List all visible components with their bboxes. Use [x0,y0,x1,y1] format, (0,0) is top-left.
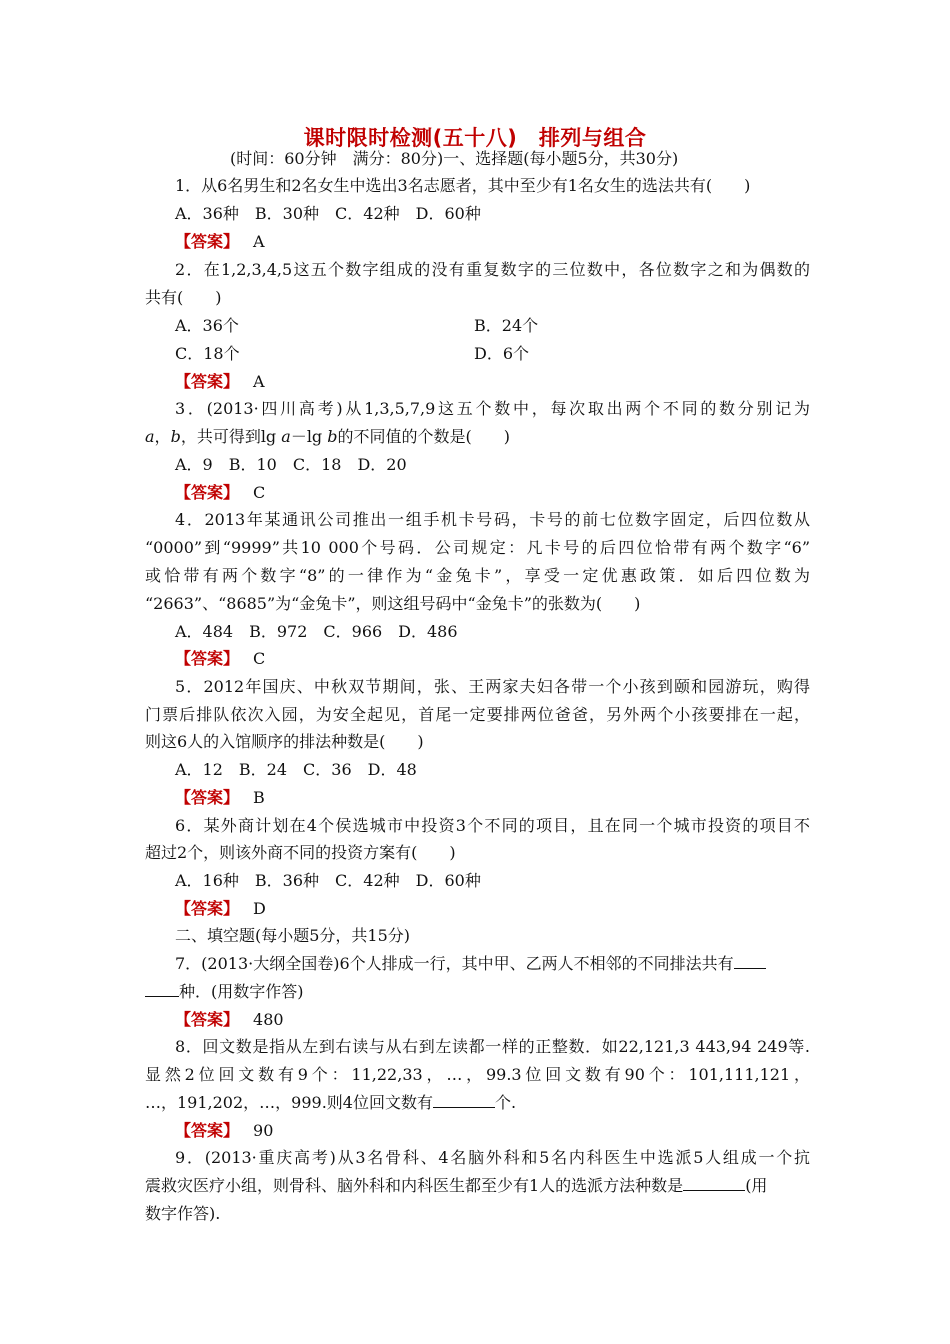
var-a: a [145,427,155,446]
answer-blank [145,982,179,997]
page-subtitle: (时间：60分钟 满分：80分)一、选择题(每小题5分，共30分) [230,149,679,168]
question-5-options: A．12 B．24 C．36 D．48 [175,760,417,779]
question-2-answer [175,371,840,393]
text-fragment: －lg [290,427,328,446]
var-a: a [281,427,291,446]
question-4-text-line-1: 4．2013年某通讯公司推出一组手机卡号码，卡号的前七位数字固定，后四位数从 [175,510,810,529]
answer-tag: 【答案】 [175,788,240,807]
answer-value: D [253,899,266,918]
question-8-text: 个. [494,1093,517,1112]
question-8-text-line-2: 显然2位回文数有9个：11,22,33，…，99.3位回文数有90个：101,111,121， [145,1065,810,1084]
question-4-text-line-2: “0000”到“9999”共10 000个号码．公司规定：凡卡号的后四位恰带有两个数字“6” [145,538,810,557]
page-title: 课时限时检测(五十八) 排列与组合 [303,126,647,150]
question-1-options: A．36种 B．30种 C．42种 D．60种 [175,204,481,223]
question-7-text-line-2 [145,981,810,1003]
question-2-option-c: C．18个 [175,344,240,363]
answer-value: 90 [253,1121,274,1140]
text-fragment: ， [154,427,171,446]
answer-value: C [253,649,266,668]
answer-value: C [253,483,266,502]
question-2-option-b: B．24个 [474,316,539,335]
question-9-text-line-2 [145,1175,810,1197]
question-4-text-line-3: 或恰带有两个数字“8”的一律作为“金兔卡”，享受一定优惠政策．如后四位数为 [145,566,810,585]
answer-tag: 【答案】 [175,1121,240,1140]
text-fragment: 的不同值的个数是( ) [337,427,511,446]
question-5-answer [175,787,840,809]
question-2-text-line-1: 2．在1,2,3,4,5这五个数字组成的没有重复数字的三位数中，各位数字之和为偶数的 [175,260,810,279]
question-8-text-line-3 [145,1092,810,1114]
question-2-option-d: D．6个 [474,344,530,363]
question-9-text: 震救灾医疗小组，则骨科、脑外科和内科医生都至少有1人的选派方法种数是 [145,1176,684,1195]
question-5-text-line-1: 5．2012年国庆、中秋双节期间，张、王两家夫妇各带一个小孩到颐和园游玩，购得 [175,677,810,696]
question-1-text: 1．从6名男生和2名女生中选出3名志愿者，其中至少有1名女生的选法共有( ) [175,176,751,195]
question-7-text-line-1 [175,953,810,975]
text-fragment: ，共可得到lg [180,427,282,446]
answer-value: 480 [253,1010,284,1029]
var-b: b [170,427,181,446]
question-7-answer [175,1009,840,1031]
question-9-text-line-3: 数字作答). [145,1204,221,1223]
question-3-options: A．9 B．10 C．18 D．20 [175,455,407,474]
answer-value: A [253,372,265,391]
answer-tag: 【答案】 [175,232,240,251]
question-9-text: (用 [745,1176,768,1195]
question-9-text-line-1: 9．(2013·重庆高考)从3名骨科、4名脑外科和5名内科医生中选派5人组成一个抗 [175,1148,810,1167]
question-8-text: …，191,202，…，999.则4位回文数有 [145,1093,433,1112]
question-4-answer [175,648,840,670]
question-3-answer [175,482,840,504]
question-6-text-line-1: 6．某外商计划在4个侯选城市中投资3个不同的项目，且在同一个城市投资的项目不 [175,816,810,835]
section-2-heading: 二、填空题(每小题5分，共15分) [175,926,411,945]
question-1-answer [175,231,840,253]
answer-tag: 【答案】 [175,1010,240,1029]
question-7-text: 7．(2013·大纲全国卷)6个人排成一行，其中甲、乙两人不相邻的不同排法共有 [175,954,734,973]
question-3-text-line-2 [145,426,810,448]
question-4-text-line-4: “2663”、“8685”为“金兔卡”，则这组号码中“金兔卡”的张数为( ) [145,594,641,613]
var-b: b [327,427,338,446]
question-6-options: A．16种 B．36种 C．42种 D．60种 [175,871,481,890]
question-7-text: 种．(用数字作答) [179,982,304,1001]
answer-blank [683,1176,745,1191]
question-5-text-line-3: 则这6人的入馆顺序的排法种数是( ) [145,732,424,751]
answer-tag: 【答案】 [175,372,240,391]
question-4-options: A．484 B．972 C．966 D．486 [175,622,458,641]
answer-tag: 【答案】 [175,483,240,502]
question-3-text-line-1: 3．(2013·四川高考)从1,3,5,7,9这五个数中，每次取出两个不同的数分别记为 [175,399,810,418]
question-5-text-line-2: 门票后排队依次入园，为安全起见，首尾一定要排两位爸爸，另外两个小孩要排在一起， [145,705,810,724]
question-2-option-a: A．36个 [175,316,239,335]
answer-tag: 【答案】 [175,649,240,668]
answer-value: B [253,788,265,807]
question-6-text-line-2: 超过2个，则该外商不同的投资方案有( ) [145,843,456,862]
answer-blank [433,1093,495,1108]
answer-blank [734,954,766,969]
answer-tag: 【答案】 [175,899,240,918]
answer-value: A [253,232,265,251]
question-2-text-line-2: 共有( ) [145,288,222,307]
question-8-answer [175,1120,840,1142]
question-6-answer [175,898,840,920]
question-8-text-line-1: 8．回文数是指从左到右读与从右到左读都一样的正整数．如22,121,3 443,94 249等. [175,1037,810,1056]
